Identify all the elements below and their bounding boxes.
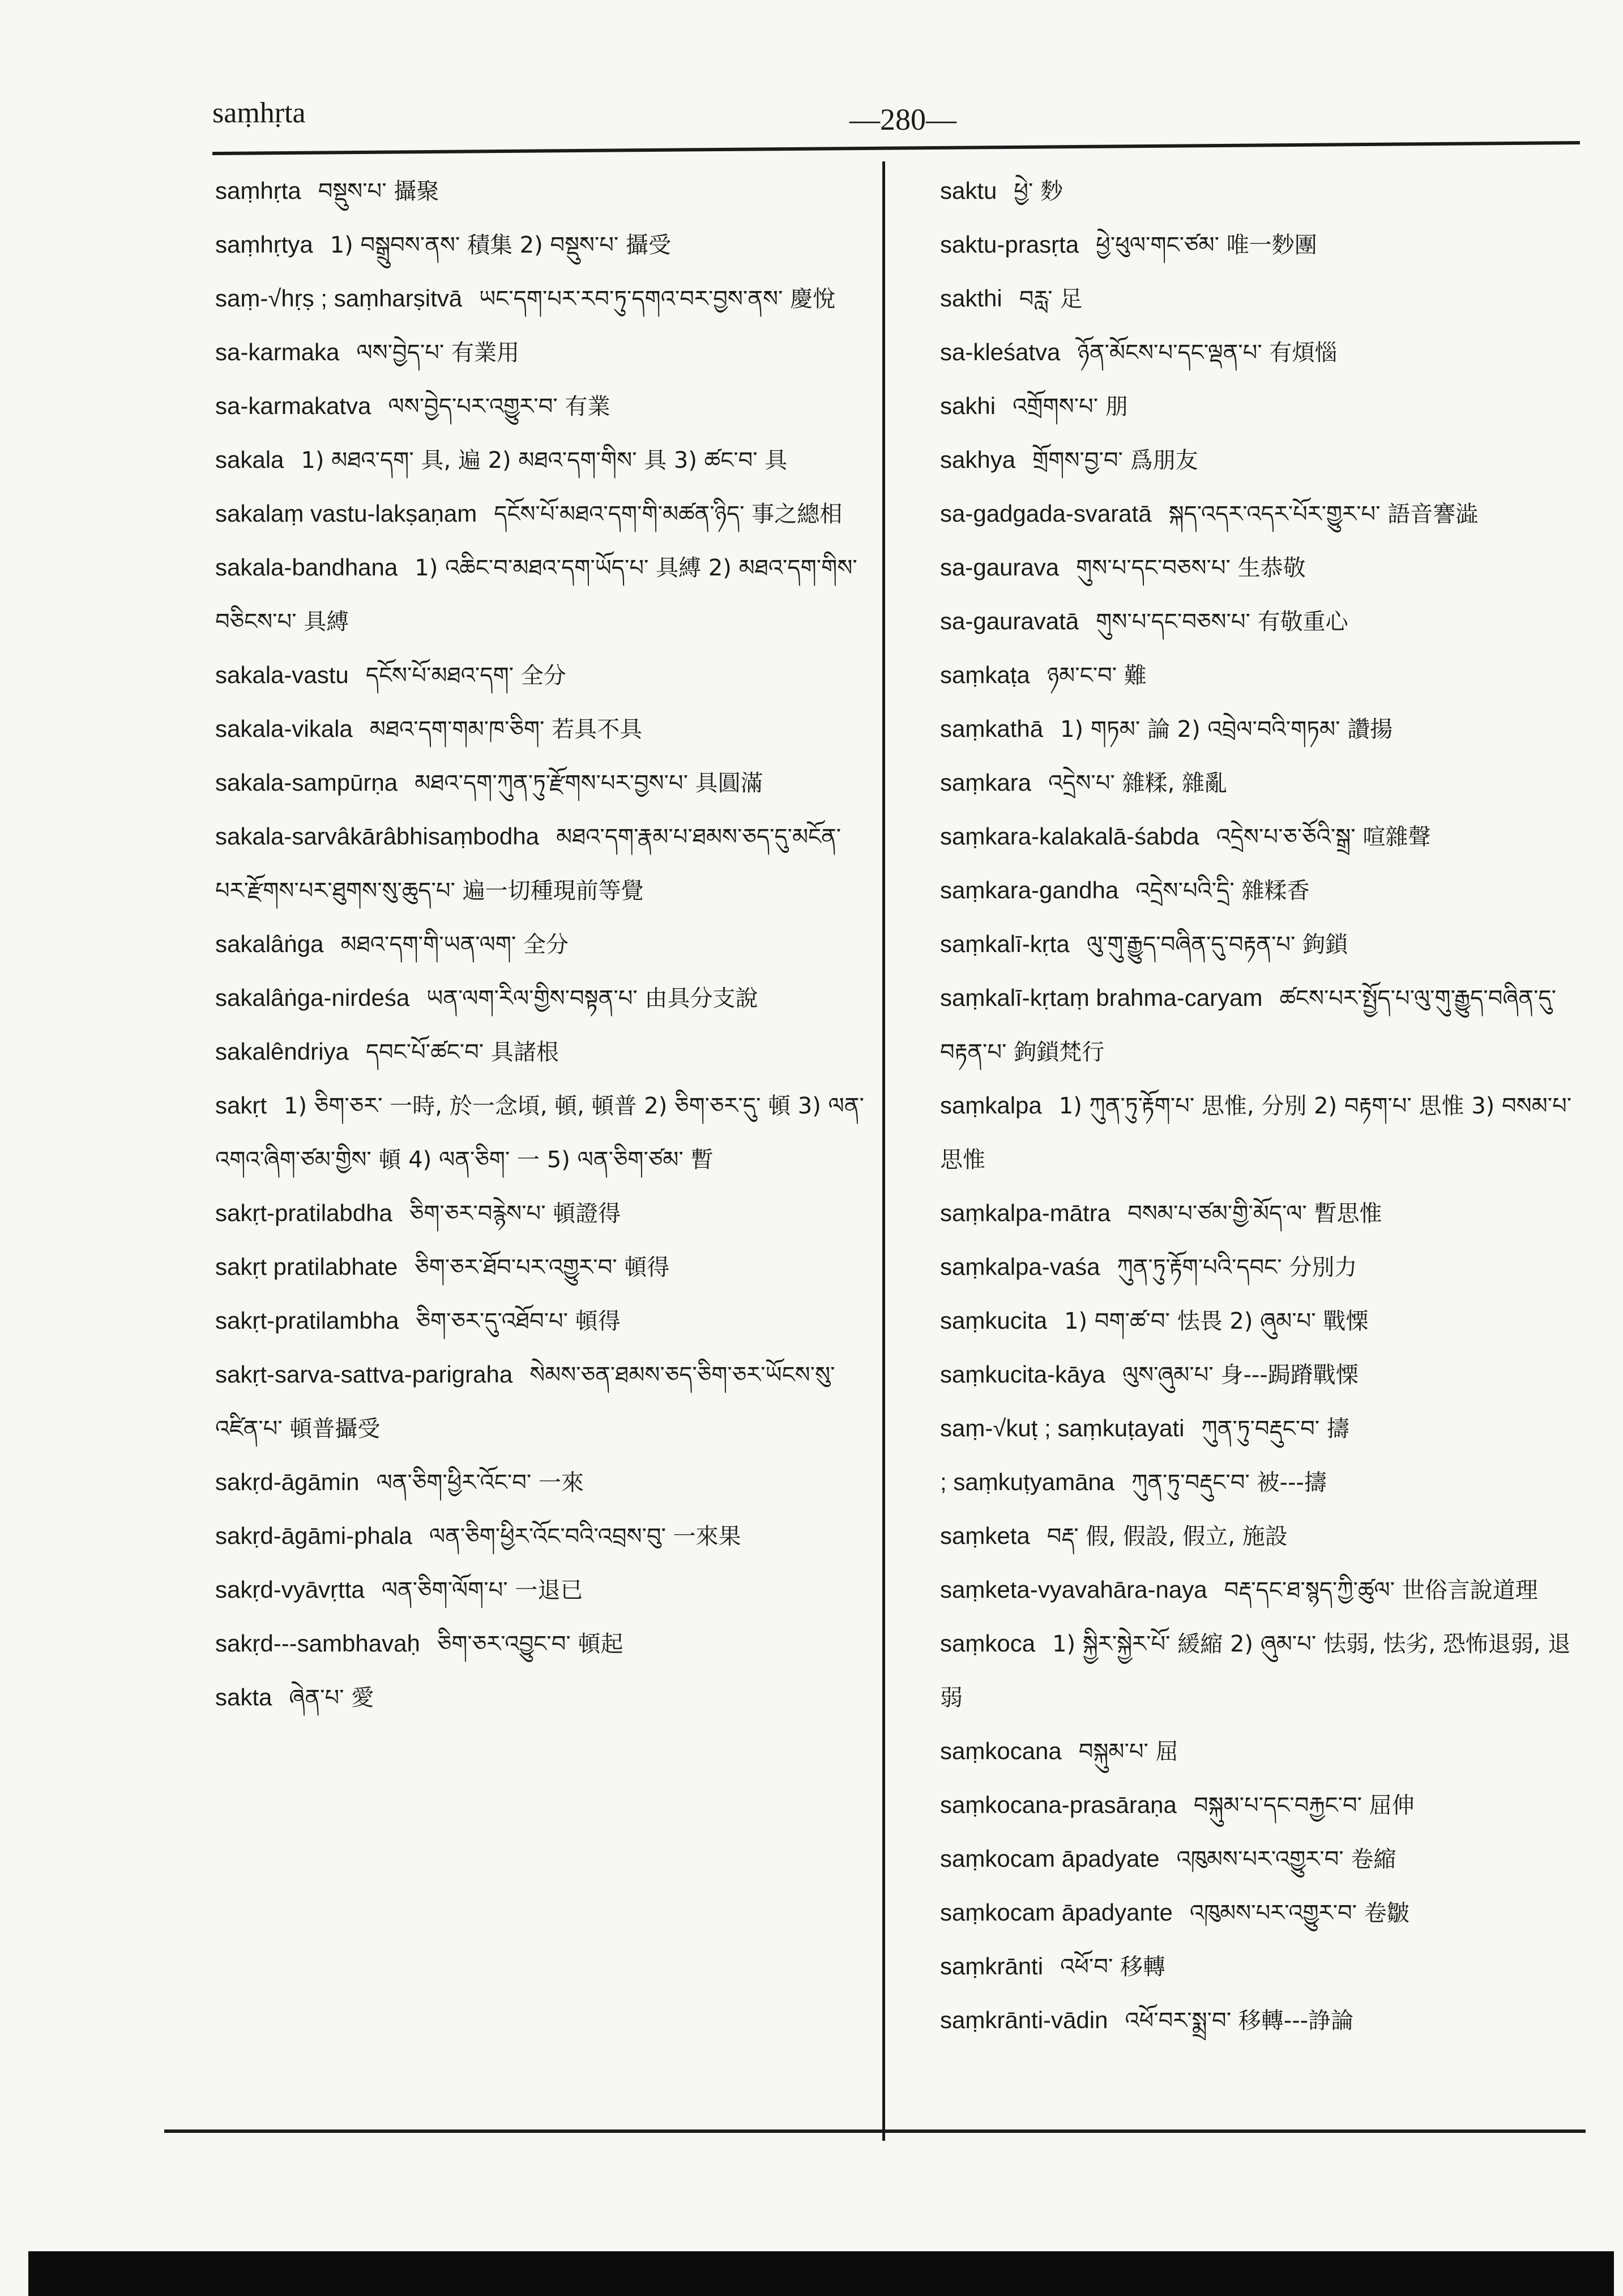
dictionary-entry	[215, 1671, 866, 1725]
entry-definition: ཅིག་ཅར་ཐོབ་པར་འགྱུར་བ་ 頓得	[415, 1254, 670, 1281]
entry-headword: sakṛd-āgāmi-phala	[215, 1522, 412, 1549]
entry-definition: མཐའ་དག་གམ་ཁ་ཅིག་ 若具不具	[369, 716, 643, 742]
dictionary-entry	[215, 541, 866, 648]
scan-edge-band	[28, 2251, 1614, 2296]
dictionary-entry	[940, 1509, 1586, 1563]
entry-definition: འགྲོགས་པ་ 朋	[1013, 394, 1128, 420]
entry-headword: sakṛt pratilabhate	[215, 1253, 398, 1280]
entry-definition: ཀུན་ཏུ་བརྡུང་བ་ 擣	[1201, 1416, 1349, 1442]
dictionary-entry	[215, 1563, 866, 1617]
dictionary-entry	[940, 272, 1586, 326]
entry-headword: sakala-vastu	[215, 662, 349, 688]
entry-headword: sakhya	[940, 446, 1016, 473]
entry-definition: ཀུན་ཏུ་རྟོག་པའི་དབང་ 分別力	[1117, 1254, 1357, 1281]
entry-definition: ལན་ཅིག་ཕྱིར་འོང་བ་ 一來	[376, 1470, 584, 1496]
entry-headword: saṃkalpa	[940, 1092, 1042, 1119]
entry-headword: saṃkara-kalakalā-śabda	[940, 823, 1199, 850]
dictionary-entry	[940, 648, 1586, 702]
entry-definition: ཡན་ལག་རིལ་གྱིས་བསྟན་པ་ 由具分支說	[426, 985, 758, 1012]
dictionary-entry	[940, 1187, 1586, 1240]
entry-headword: sa-gadgada-svaratā	[940, 500, 1152, 527]
entry-headword: saṃkara	[940, 769, 1032, 796]
entry-definition: ལུས་ཞུམ་པ་ 身---跼蹐戰慄	[1122, 1362, 1359, 1388]
dictionary-entry	[215, 433, 866, 487]
entry-definition: ལས་བྱེད་པ་ 有業用	[356, 340, 520, 366]
entry-definition: བསྐུམ་པ་དང་བརྐྱང་བ་ 屈伸	[1193, 1793, 1415, 1819]
dictionary-entry	[940, 1994, 1586, 2047]
entry-definition: མཐའ་དག་རྣམ་པ་ཐམས་ཅད་དུ་མངོན་པར་རྫོགས་པར་ཐུགས་སུ་ཆུད་པ་ 遍一切種現前等覺	[215, 824, 842, 904]
dictionary-entry	[940, 164, 1586, 218]
bottom-rule	[164, 2129, 1586, 2133]
entry-headword: sa-gaurava	[940, 554, 1060, 581]
dictionary-entry	[940, 1778, 1586, 1832]
entry-definition: ཉོན་མོངས་པ་དང་ལྡན་པ་ 有煩惱	[1077, 340, 1338, 366]
dictionary-entry	[215, 810, 866, 917]
dictionary-entry	[940, 1079, 1586, 1187]
entry-definition: ཕྱེ་ 麨	[1014, 178, 1064, 204]
entry-definition: 1) བསྒྲུབས་ནས་ 積集 2) བསྡུས་པ་ 攝受	[330, 232, 672, 258]
dictionary-entry	[215, 1617, 866, 1671]
entry-headword: sakala-sampūrṇa	[215, 769, 398, 796]
dictionary-entry	[215, 756, 866, 810]
entry-headword: sakala-vikala	[215, 715, 353, 742]
entry-headword: saṃkara-gandha	[940, 877, 1119, 903]
entry-headword: saṃhṛta	[215, 177, 301, 204]
dictionary-entry	[940, 326, 1586, 379]
column-divider	[882, 161, 885, 2141]
entry-headword: saṃkalī-kṛtaṃ brahma-caryam	[940, 984, 1263, 1011]
entry-definition: ཚངས་པར་སྤྱོད་པ་ལུ་གུ་རྒྱུད་བཞིན་དུ་བརྟན་པ་ 鉤鎖梵行	[940, 985, 1556, 1065]
entry-definition: ལུ་གུ་རྒྱུད་བཞིན་དུ་བརྟན་པ་ 鉤鎖	[1086, 932, 1348, 958]
dictionary-entry	[940, 1294, 1586, 1348]
entry-definition: ལས་བྱེད་པར་འགྱུར་བ་ 有業	[388, 394, 610, 420]
entry-headword: saṃkalī-kṛta	[940, 931, 1070, 957]
entry-headword: saṃkocam āpadyante	[940, 1899, 1173, 1926]
dictionary-entry	[215, 164, 866, 218]
entry-definition: 1) སྐྱིར་སྐྱེར་པོ་ 緩縮 2) ཞུམ་པ་ 怯弱, 怯劣, 恐怖退弱, 退弱	[940, 1631, 1571, 1711]
entry-definition: འདྲེས་པ་ཅ་ཅོའི་སྒྲ་ 喧雜聲	[1216, 824, 1431, 850]
entry-headword: saṃkocana-prasāraṇa	[940, 1791, 1177, 1818]
entry-headword: sakthi	[940, 285, 1002, 311]
dictionary-entry	[940, 1563, 1586, 1617]
entry-headword: sakalêndriya	[215, 1038, 349, 1065]
entry-definition: བསྡུས་པ་ 攝聚	[318, 178, 439, 204]
dictionary-entry	[215, 648, 866, 702]
dictionary-entry	[940, 595, 1586, 648]
dictionary-entry	[215, 326, 866, 379]
dictionary-entry	[215, 1187, 866, 1240]
dictionary-entry	[940, 917, 1586, 971]
entry-definition: བསྐུམ་པ་ 屈	[1078, 1739, 1178, 1765]
right-column	[940, 164, 1586, 2047]
entry-headword: saktu-prasṛta	[940, 231, 1079, 258]
dictionary-entry	[940, 702, 1586, 756]
dictionary-entry	[940, 1886, 1586, 1940]
entry-definition: ཅིག་ཅར་བརྙེས་པ་ 頓證得	[409, 1201, 621, 1227]
entry-definition: 1) མཐའ་དག་ 具, 遍 2) མཐའ་དག་གིས་ 具 3) ཚང་བ་ 具	[301, 447, 788, 473]
dictionary-entry	[940, 1348, 1586, 1402]
entry-definition: འཕོ་བར་སྨྲ་བ་ 移轉---諍論	[1125, 2008, 1354, 2034]
entry-headword: saṃkalpa-mātra	[940, 1200, 1111, 1226]
entry-definition: ཡང་དག་པར་རབ་ཏུ་དགའ་བར་བྱས་ནས་ 慶悅	[479, 286, 836, 312]
dictionary-entry	[940, 218, 1586, 272]
entry-definition: གུས་པ་དང་བཅས་པ་ 有敬重心	[1096, 609, 1348, 635]
entry-definition: མཐའ་དག་ཀུན་ཏུ་རྫོགས་པར་བྱས་པ་ 具圓滿	[415, 770, 763, 796]
dictionary-entry	[940, 433, 1586, 487]
entry-headword: ; saṃkuṭyamāna	[940, 1469, 1115, 1495]
entry-definition: སྐད་འདར་འདར་པོར་གྱུར་པ་ 語音謇澁	[1168, 501, 1479, 527]
entry-definition: 1) གཏམ་ 論 2) འབྲེལ་བའི་གཏམ་ 讚揚	[1060, 716, 1393, 742]
entry-headword: saṃketa	[940, 1522, 1030, 1549]
entry-definition: མཐའ་དག་གི་ཡན་ལག་ 全分	[340, 932, 569, 958]
entry-headword: saṃkoca	[940, 1630, 1036, 1657]
entry-headword: sakta	[215, 1684, 272, 1710]
entry-headword: saṃkocana	[940, 1738, 1062, 1764]
entry-headword: sakṛt-sarva-sattva-parigraha	[215, 1361, 513, 1388]
dictionary-entry	[215, 379, 866, 433]
dictionary-entry	[940, 541, 1586, 595]
entry-definition: བརྡ་དང་ཐ་སྙད་ཀྱི་ཚུལ་ 世俗言說道理	[1224, 1577, 1538, 1603]
entry-headword: sakṛt	[215, 1092, 267, 1119]
entry-headword: saṃkalpa-vaśa	[940, 1253, 1100, 1280]
entry-headword: sakṛt-pratilambha	[215, 1307, 399, 1334]
entry-headword: saṃketa-vyavahāra-naya	[940, 1576, 1207, 1603]
entry-headword: sakala-bandhana	[215, 554, 398, 581]
entry-headword: sa-gauravatā	[940, 608, 1079, 634]
entry-headword: saṃkucita-kāya	[940, 1361, 1105, 1388]
entry-definition: ལན་ཅིག་ལོག་པ་ 一退已	[381, 1577, 583, 1603]
page-number: —280—	[849, 103, 956, 136]
dictionary-entry	[215, 1348, 866, 1456]
entry-definition: 1) བག་ཚ་བ་ 怯畏 2) ཞུམ་པ་ 戰慄	[1064, 1308, 1369, 1334]
entry-headword: saṃkucita	[940, 1307, 1048, 1334]
entry-headword: sakalaṃ vastu-lakṣaṇam	[215, 500, 477, 527]
entry-headword: sa-karmaka	[215, 339, 340, 365]
dictionary-entry	[940, 1240, 1586, 1294]
entry-definition: བརྡ་ 假, 假設, 假立, 施設	[1047, 1523, 1288, 1550]
entry-headword: sakhi	[940, 392, 996, 419]
dictionary-entry	[215, 1025, 866, 1079]
dictionary-entry	[940, 1617, 1586, 1725]
dictionary-entry	[215, 1509, 866, 1563]
entry-headword: sakala-sarvâkārâbhisaṃbodha	[215, 823, 539, 850]
entry-definition: 1) འཆིང་བ་མཐའ་དག་ཡོད་པ་ 具縛 2) མཐའ་དག་གིས་བཅིངས་པ་ 具縛	[215, 555, 857, 635]
dictionary-entry	[940, 1940, 1586, 1994]
dictionary-entry	[940, 1725, 1586, 1778]
entry-headword: saṃ-√kuṭ ; saṃkuṭayati	[940, 1415, 1185, 1441]
dictionary-entry	[940, 379, 1586, 433]
entry-definition: ལན་ཅིག་ཕྱིར་འོང་བའི་འབྲས་བུ་ 一來果	[429, 1523, 741, 1550]
dictionary-entry	[215, 487, 866, 541]
entry-definition: འཁུམས་པར་འགྱུར་བ་ 卷縮	[1176, 1846, 1396, 1872]
entry-headword: saṃkocam āpadyate	[940, 1845, 1160, 1872]
dictionary-entry	[940, 1832, 1586, 1886]
entry-headword: sa-karmakatva	[215, 392, 371, 419]
dictionary-entry	[215, 1240, 866, 1294]
dictionary-entry	[940, 1402, 1586, 1456]
entry-definition: 1) ཀུན་ཏུ་རྟོག་པ་ 思惟, 分別 2) བརྟག་པ་ 思惟 3) བསམ་པ་ 思惟	[940, 1093, 1572, 1173]
entry-headword: sakalâṅga-nirdeśa	[215, 984, 410, 1011]
top-rule	[212, 141, 1580, 155]
entry-definition: ཉམ་ང་བ་ 難	[1047, 663, 1147, 689]
dictionary-entry	[940, 971, 1586, 1079]
dictionary-entry	[215, 917, 866, 971]
entry-definition: ཀུན་ཏུ་བརྡུང་བ་ 被---擣	[1131, 1470, 1327, 1496]
entry-headword: sakalâṅga	[215, 931, 324, 957]
entry-headword: sa-kleśatva	[940, 339, 1061, 365]
dictionary-entry	[215, 1294, 866, 1348]
entry-headword: saṃ-√hṛṣ ; saṃharṣitvā	[215, 285, 463, 311]
entry-headword: saṃkrānti	[940, 1953, 1044, 1979]
entry-definition: 1) ཅིག་ཅར་ 一時, 於一念頃, 頓, 頓普 2) ཅིག་ཅར་དུ་ 頓 3) ལན་འགའ་ཞིག་ཙམ་གྱིས་ 頓 4) ལན་ཅིག་ 一 5) ལན་ཅིག་ཙམ་ 暫	[215, 1093, 864, 1173]
entry-definition: འཕོ་བ་ 移轉	[1060, 1954, 1166, 1980]
dictionary-entry	[940, 756, 1586, 810]
dictionary-entry	[940, 864, 1586, 917]
entry-headword: sakṛt-pratilabdha	[215, 1200, 392, 1226]
dictionary-entry	[215, 272, 866, 326]
dictionary-entry	[940, 487, 1586, 541]
entry-definition: འདྲེས་པ་ 雜糅, 雜亂	[1048, 770, 1228, 796]
dictionary-entry	[940, 810, 1586, 864]
entry-definition: དངོས་པོ་མཐའ་དག་ 全分	[365, 663, 566, 689]
dictionary-entry	[215, 1079, 866, 1187]
entry-definition: འཁུམས་པར་འགྱུར་བ་ 卷皺	[1189, 1900, 1410, 1926]
entry-definition: གྲོགས་བྱ་བ་ 爲朋友	[1032, 447, 1198, 473]
entry-definition: དབང་པོ་ཚང་བ་ 具諸根	[365, 1039, 559, 1065]
entry-definition: བསམ་པ་ཙམ་གྱི་མོད་ལ་ 暫思惟	[1127, 1201, 1382, 1227]
entry-definition: ཕྱེ་ཕུལ་གང་ཙམ་ 唯一麨團	[1096, 232, 1317, 258]
entry-definition: བརླ་ 足	[1019, 286, 1083, 312]
entry-headword: sakala	[215, 446, 284, 473]
guide-word: saṃhṛta	[212, 97, 306, 129]
entry-definition: ཅིག་ཅར་དུ་འཐོབ་པ་ 頓得	[416, 1308, 621, 1334]
dictionary-entry	[215, 1456, 866, 1509]
entry-headword: saṃhṛtya	[215, 231, 313, 258]
entry-definition: གུས་པ་དང་བཅས་པ་ 生恭敬	[1076, 555, 1306, 581]
entry-headword: sakṛd-āgāmin	[215, 1469, 360, 1495]
entry-headword: saṃkrānti-vādin	[940, 2007, 1108, 2033]
entry-headword: sakṛd---sambhavaḥ	[215, 1630, 420, 1657]
entry-headword: sakṛd-vyāvṛtta	[215, 1576, 365, 1603]
entry-definition: ཅིག་ཅར་འབྱུང་བ་ 頓起	[437, 1631, 623, 1657]
entry-definition: འདྲེས་པའི་དྲི་ 雜糅香	[1135, 878, 1310, 904]
dictionary-entry	[940, 1456, 1586, 1509]
entry-headword: saṃkaṭa	[940, 662, 1030, 688]
entry-headword: saṃkathā	[940, 715, 1044, 742]
entry-definition: ཞེན་པ་ 愛	[289, 1685, 374, 1711]
dictionary-entry	[215, 702, 866, 756]
dictionary-entry	[215, 218, 866, 272]
left-column	[215, 164, 866, 1725]
dictionary-entry	[215, 971, 866, 1025]
entry-definition: སེམས་ཅན་ཐམས་ཅད་ཅིག་ཅར་ཡོངས་སུ་འཛིན་པ་ 頓普攝受	[215, 1362, 835, 1442]
entry-definition: དངོས་པོ་མཐའ་དག་གི་མཚན་ཉིད་ 事之總相	[494, 501, 843, 527]
entry-headword: saktu	[940, 177, 997, 204]
